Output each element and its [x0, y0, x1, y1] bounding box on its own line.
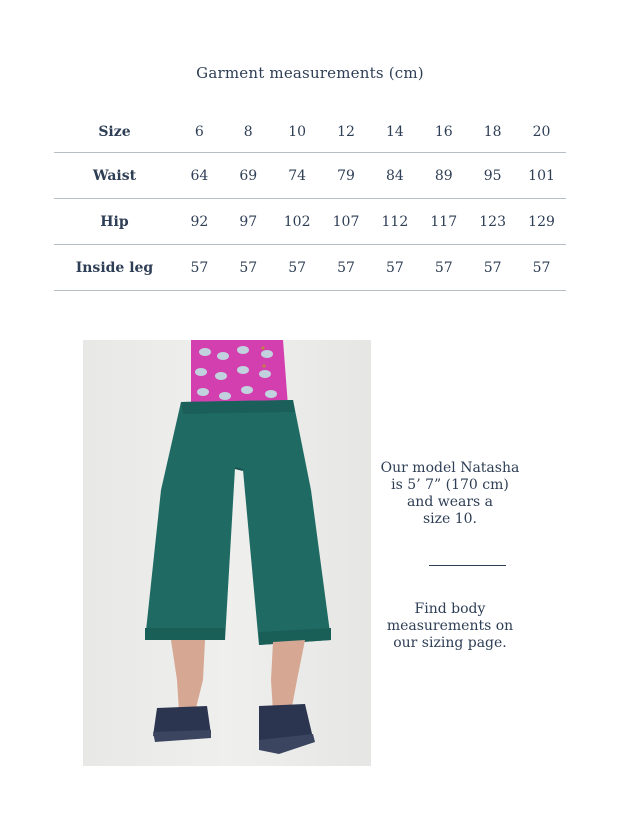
sizing-note-line: Find body [414, 601, 486, 617]
size-cell: 8 [224, 112, 273, 153]
size-cell: 14 [370, 112, 419, 153]
header-label: Size [54, 112, 175, 153]
model-note-line: is 5’ 7” (170 cm) [391, 477, 509, 493]
model-note-line: Our model Natasha [380, 460, 520, 476]
table-cell: 57 [224, 245, 273, 291]
table-cell: 84 [370, 153, 419, 199]
divider [429, 565, 506, 566]
size-cell: 16 [419, 112, 468, 153]
table-cell: 64 [175, 153, 224, 199]
row-label: Hip [54, 199, 175, 245]
table-row [54, 199, 566, 245]
table-cell: 95 [468, 153, 517, 199]
row-label: Inside leg [54, 245, 175, 291]
size-cell: 6 [175, 112, 224, 153]
table-cell: 57 [273, 245, 322, 291]
table-cell: 57 [468, 245, 517, 291]
page-title: Garment measurements (cm) [196, 64, 424, 82]
table-cell: 79 [322, 153, 371, 199]
size-cell: 18 [468, 112, 517, 153]
model-illustration [83, 340, 371, 766]
sizing-note [380, 601, 520, 652]
table-cell: 129 [517, 199, 566, 245]
sizing-note-line: measurements on [386, 618, 514, 634]
size-cell: 12 [322, 112, 371, 153]
table-row [54, 153, 566, 199]
table-cell: 57 [370, 245, 419, 291]
sizing-note-line: our sizing page. [393, 635, 507, 651]
right-leg [271, 640, 305, 712]
model-note [380, 460, 520, 528]
measurements-table [54, 112, 566, 291]
table-cell: 92 [175, 199, 224, 245]
table-cell: 112 [370, 199, 419, 245]
table-cell: 69 [224, 153, 273, 199]
model-photo [83, 340, 371, 766]
model-note-line: size 10. [422, 511, 478, 527]
table-cell: 89 [419, 153, 468, 199]
table-cell: 117 [419, 199, 468, 245]
table-cell: 107 [322, 199, 371, 245]
table-cell: 74 [273, 153, 322, 199]
table-cell: 101 [517, 153, 566, 199]
row-label: Waist [54, 153, 175, 199]
table-cell: 57 [419, 245, 468, 291]
model-note-line: and wears a [406, 494, 494, 510]
table-header-row [54, 112, 566, 153]
left-leg [171, 640, 205, 712]
trousers-shape [145, 400, 331, 645]
table-cell: 57 [517, 245, 566, 291]
table-cell: 57 [175, 245, 224, 291]
size-cell: 10 [273, 112, 322, 153]
table-cell: 102 [273, 199, 322, 245]
table-cell: 97 [224, 199, 273, 245]
table-cell: 123 [468, 199, 517, 245]
size-cell: 20 [517, 112, 566, 153]
table-row [54, 245, 566, 291]
table-cell: 57 [322, 245, 371, 291]
